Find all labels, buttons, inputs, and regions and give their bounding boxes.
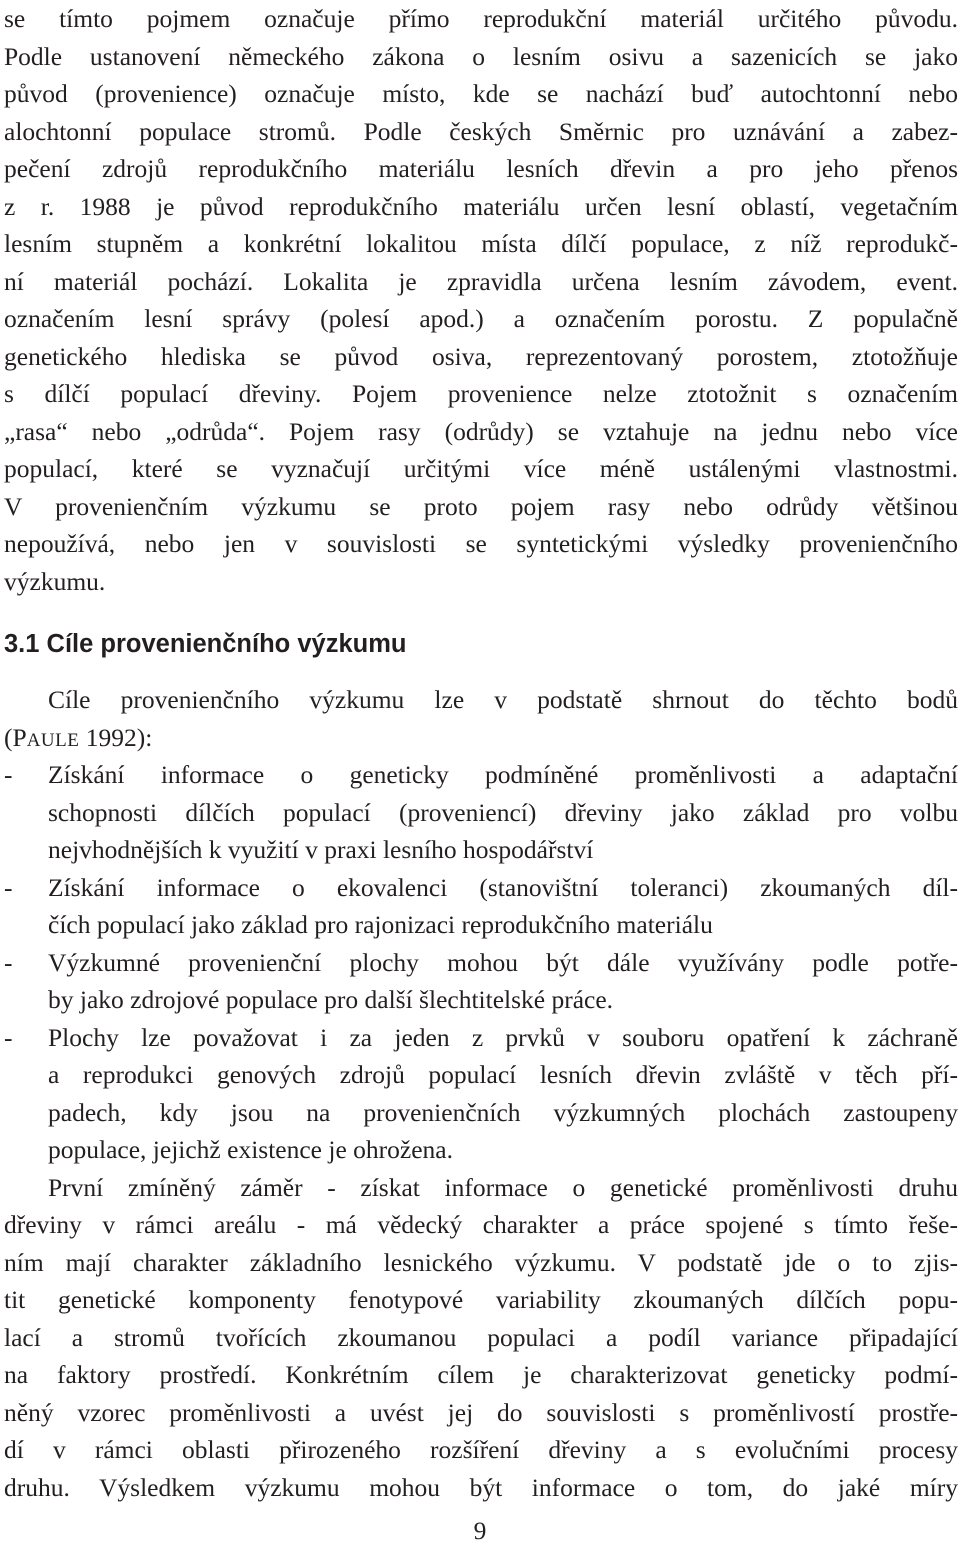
body-text-line: Podle ustanovení německého zákona o lesním osivu a sazenicích se jako <box>4 41 958 71</box>
list-item-continuation: populace, jejichž existence je ohrožena. <box>48 1135 453 1164</box>
body-text-line: s dílčí populací dřeviny. Pojem provenience nelze ztotožnit s označením <box>4 379 958 408</box>
list-item-continuation: by jako zdrojové populace pro další šlechtitelské práce. <box>48 985 614 1014</box>
body-text-line: lesním stupněm a konkrétní lokalitou místa dílčí populace, z níž reprodukč- <box>4 229 958 258</box>
body-text-line: ní materiál pochází. Lokalita je zpravidla určena lesním závodem, event. <box>4 266 958 296</box>
list-item-continuation: padech, kdy jsou na provenienčních výzkumných plochách zastoupeny <box>48 1097 958 1127</box>
body-text-line: genetického hlediska se původ osiva, reprezentovaný porostem, ztotožňuje <box>4 341 958 371</box>
list-item <box>4 869 958 907</box>
body-text-line: se tímto pojmem označuje přímo reprodukční materiál určitého původu. <box>4 4 958 33</box>
list-item <box>4 1019 958 1057</box>
body-text-line: nepoužívá, nebo jen v souvislosti se syntetickými výsledky provenienčního <box>4 529 958 558</box>
body-text-line: dřeviny v rámci areálu - má vědecký charakter a práce spojené s tímto řeše- <box>4 1210 958 1239</box>
section-heading: 3.1 Cíle provenienčního výzkumu <box>4 630 407 658</box>
list-item-continuation: nejvhodnějších k využití v praxi lesního hospodářství <box>48 835 594 864</box>
goals-intro-line: Cíle provenienčního výzkumu lze v podstatě shrnout do těchto bodů <box>48 685 958 714</box>
goals-intro-citation: (PAULE 1992): <box>4 722 153 752</box>
body-text-line: pečení zdrojů reprodukčního materiálu lesních dřevin a pro jeho přenos <box>4 154 958 183</box>
list-item-continuation: čích populací jako základ pro rajonizaci reprodukčního materiálu <box>48 910 713 939</box>
list-item-text: Získání informace o ekovalenci (stanovištní toleranci) zkoumaných díl- <box>48 872 958 902</box>
body-text-line: původ (provenience) označuje místo, kde se nachází buď autochtonní nebo <box>4 79 958 108</box>
body-text-line: tit genetické komponenty fenotypové variability zkoumaných dílčích popu- <box>4 1285 958 1314</box>
list-item-continuation: schopnosti dílčích populací (proveniencí) dřeviny jako základ pro volbu <box>48 797 958 827</box>
list-item-text: Plochy lze považovat i za jeden z prvků v souboru opatření k záchraně <box>48 1022 958 1052</box>
body-text-line: populací, které se vyznačují určitými více méně ustálenými vlastnostmi. <box>4 454 958 483</box>
body-text-line: druhu. Výsledkem výzkumu mohou být informace o tom, do jaké míry <box>4 1472 958 1502</box>
body-text-line: „rasa“ nebo „odrůda“. Pojem rasy (odrůdy) se vztahuje na jednu nebo více <box>4 416 958 446</box>
list-item <box>4 756 958 794</box>
author-name-smallcaps: AULE <box>26 729 80 751</box>
list-item <box>4 944 958 982</box>
author-name-initial: P <box>12 722 27 752</box>
list-bullet-dash: - <box>4 1022 13 1052</box>
list-item-continuation: a reprodukci genových zdrojů populací lesních dřevin zvláště v těch pří- <box>48 1060 958 1089</box>
body-text-line: dí v rámci oblasti přirozeného rozšíření dřeviny a s evolučními procesy <box>4 1435 958 1464</box>
list-item-text: Získání informace o geneticky podmíněné proměnlivosti a adaptační <box>48 760 958 789</box>
body-text-line: ním mají charakter základního lesnického výzkumu. V podstatě jde o to zjis- <box>4 1247 958 1277</box>
body-text-line: označením lesní správy (polesí apod.) a označením porostu. Z populačně <box>4 304 958 333</box>
body-text-line: z r. 1988 je původ reprodukčního materiálu určen lesní oblastí, vegetačním <box>4 191 958 221</box>
body-text-line: něný vzorec proměnlivosti a uvést jej do souvislosti s proměnlivostí prostře- <box>4 1397 958 1427</box>
list-bullet-dash: - <box>4 947 13 977</box>
body-text-line: V provenienčním výzkumu se proto pojem rasy nebo odrůdy většinou <box>4 491 958 521</box>
body-text-line: alochtonní populace stromů. Podle českých Směrnic pro uznávání a zabez- <box>4 116 958 146</box>
body-text-line: První zmíněný záměr - získat informace o genetické proměnlivosti druhu <box>48 1172 958 1202</box>
body-text-line: výzkumu. <box>4 566 106 596</box>
list-bullet-dash: - <box>4 760 13 789</box>
list-item-text: Výzkumné provenienční plochy mohou být dále využívány podle potře- <box>48 947 958 977</box>
body-text-line: na faktory prostředí. Konkrétním cílem je charakterizovat geneticky podmí- <box>4 1360 958 1389</box>
body-text-line: lací a stromů tvořících zkoumanou populaci a podíl variance připadající <box>4 1322 958 1352</box>
page-number: 9 <box>473 1516 487 1545</box>
list-bullet-dash: - <box>4 872 13 902</box>
